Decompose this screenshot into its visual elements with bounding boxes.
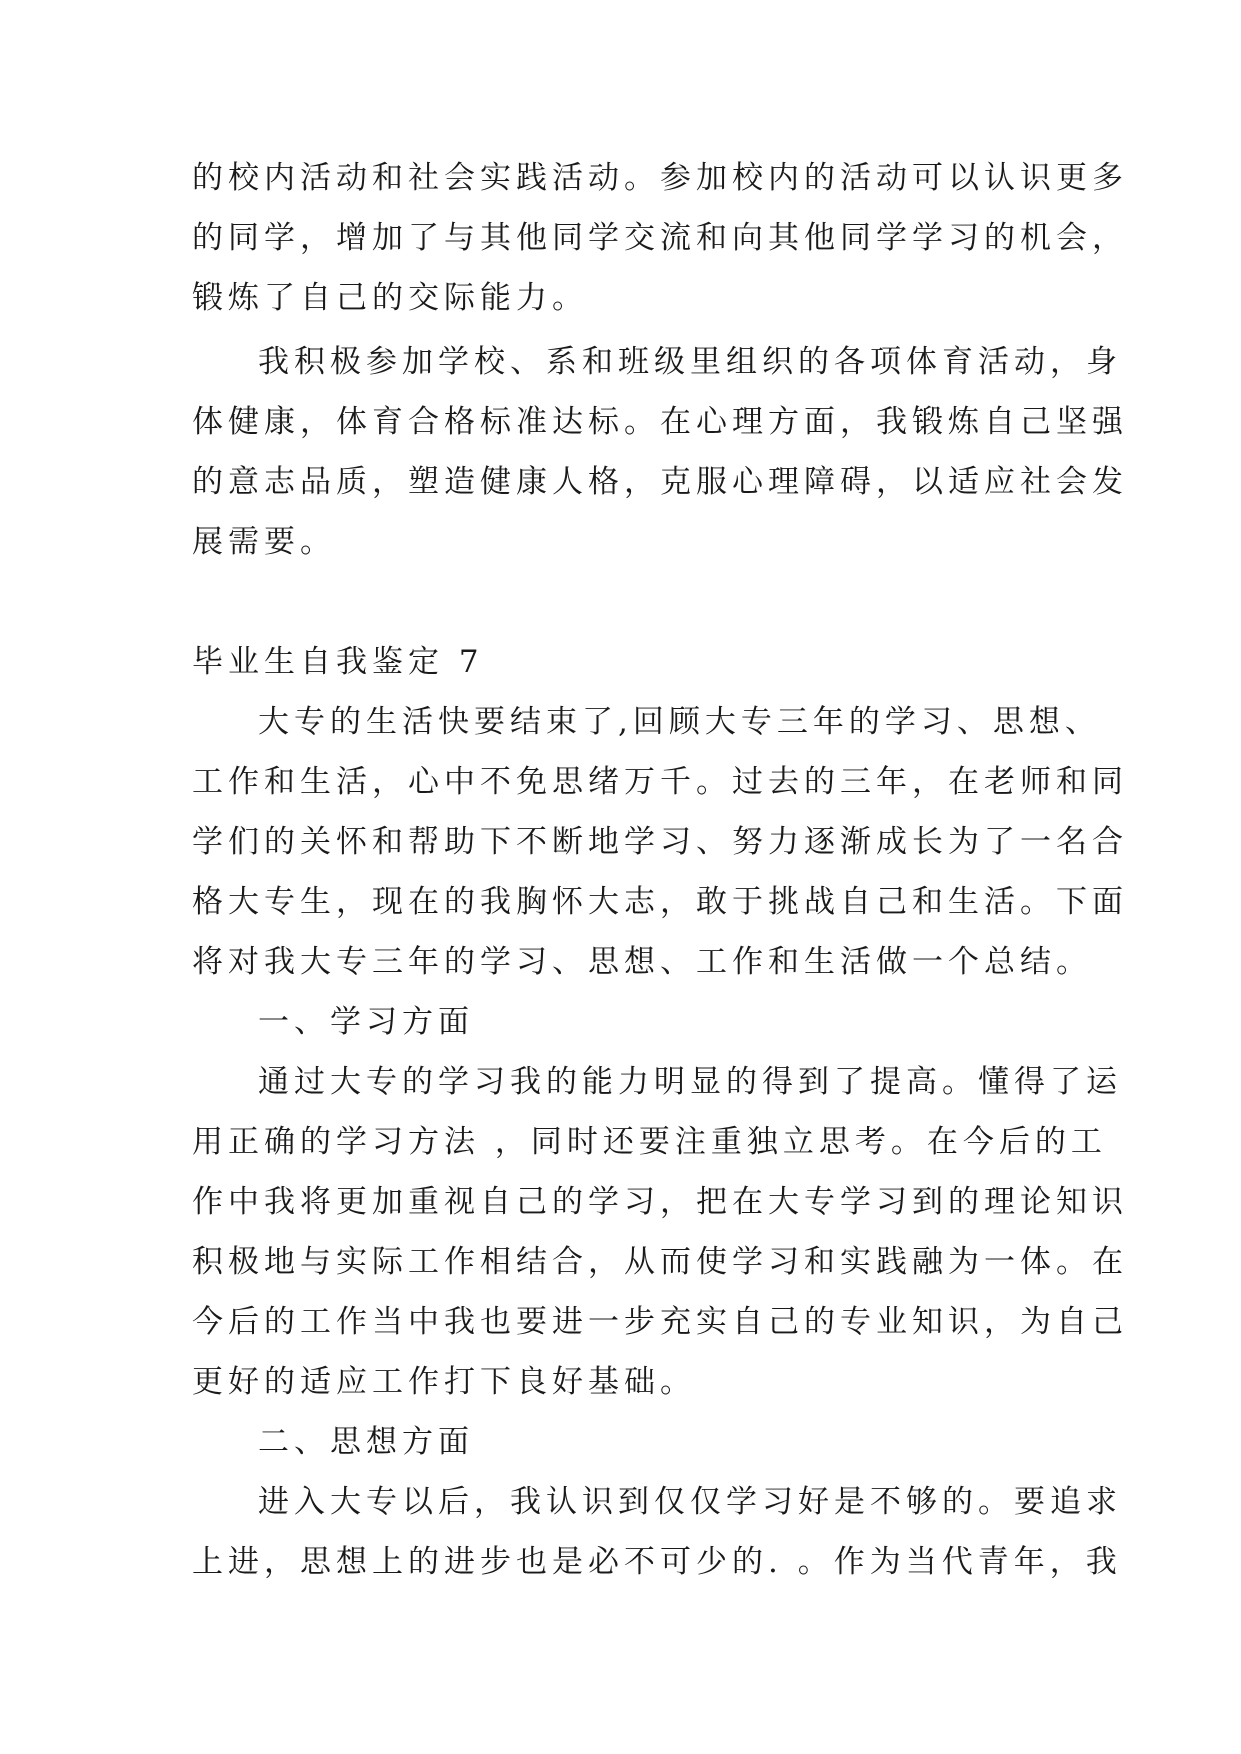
text-line: 学们的关怀和帮助下不断地学习、努力逐渐成长为了一名合 bbox=[192, 824, 1128, 860]
text-line: 大专的生活快要结束了,回顾大专三年的学习、思想、 bbox=[258, 704, 1101, 740]
heading-text: 毕业生自我鉴定 7 bbox=[192, 644, 484, 680]
paragraph-study bbox=[192, 1052, 1128, 1412]
text-line: 更好的适应工作打下良好基础。 bbox=[192, 1364, 696, 1400]
text-line: 进入大专以后，我认识到仅仅学习好是不够的。要追求 bbox=[258, 1484, 1122, 1520]
text-line: 将对我大专三年的学习、思想、工作和生活做一个总结。 bbox=[192, 944, 1092, 980]
text-line: 积极地与实际工作相结合，从而使学习和实践融为一体。在 bbox=[192, 1244, 1128, 1280]
text-line: 锻炼了自己的交际能力。 bbox=[192, 280, 588, 316]
paragraph-thought bbox=[192, 1472, 1122, 1592]
text-line: 格大专生，现在的我胸怀大志，敢于挑战自己和生活。下面 bbox=[192, 884, 1128, 920]
text-line: 的意志品质，塑造健康人格，克服心理障碍，以适应社会发 bbox=[192, 464, 1128, 500]
section-heading bbox=[192, 632, 1052, 692]
paragraph-continuation bbox=[192, 148, 1128, 328]
text-line: 今后的工作当中我也要进一步充实自己的专业知识，为自己 bbox=[192, 1304, 1128, 1340]
text-line: 的校内活动和社会实践活动。参加校内的活动可以认识更多 bbox=[192, 160, 1128, 196]
text-line: 上进，思想上的进步也是必不可少的. 。作为当代青年，我 bbox=[192, 1544, 1122, 1580]
text-line: 展需要。 bbox=[192, 524, 336, 560]
text-line: 工作和生活，心中不免思绪万千。过去的三年，在老师和同 bbox=[192, 764, 1128, 800]
subheading-text: 一、学习方面 bbox=[258, 1004, 474, 1040]
paragraph-intro bbox=[192, 692, 1128, 992]
text-line: 作中我将更加重视自己的学习，把在大专学习到的理论知识 bbox=[192, 1184, 1128, 1220]
text-line: 通过大专的学习我的能力明显的得到了提高。懂得了运 bbox=[258, 1064, 1122, 1100]
text-line: 用正确的学习方法 ，同时还要注重独立思考。在今后的工 bbox=[192, 1124, 1107, 1160]
paragraph-sports bbox=[192, 332, 1128, 572]
subsection-heading-study bbox=[192, 992, 1052, 1052]
subsection-heading-thought bbox=[192, 1412, 1052, 1472]
text-line: 体健康，体育合格标准达标。在心理方面，我锻炼自己坚强 bbox=[192, 404, 1128, 440]
subheading-text: 二、思想方面 bbox=[258, 1424, 474, 1460]
text-line: 的同学，增加了与其他同学交流和向其他同学学习的机会， bbox=[192, 220, 1128, 256]
text-line: 我积极参加学校、系和班级里组织的各项体育活动，身 bbox=[258, 344, 1122, 380]
